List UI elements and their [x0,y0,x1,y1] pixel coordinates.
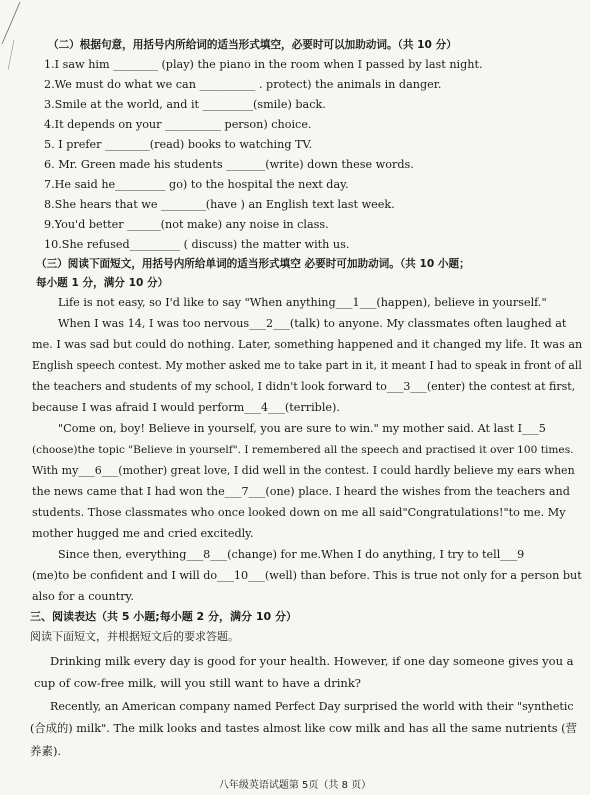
passage-line: because I was afraid I would perform___4___(terrible). [32,401,340,414]
passage-line: mother hugged me and cried excitedly. [32,527,254,540]
passage-line: Life is not easy, so I'd like to say "When anything___1___(happen), believe in yourself." [58,296,547,309]
passage-line: also for a country. [32,590,134,603]
reading-line: Recently, an American company named Perfect Day surprised the world with their "synthetic [50,700,574,713]
passage-line: students. Those classmates who once looked down on me all said"Congratulations!"to me. My [32,506,566,519]
section-2-title: （二）根据句意，用括号内所给词的适当形式填空，必要时可以加助动词。（共 10 分） [48,39,457,51]
reading-line: (合成的) milk". The milk looks and tastes almost like cow milk and has all the same nutrients (营 [30,722,577,735]
page-footer: 八年级英语试题第 5页（共 8 页） [218,780,372,791]
question-line: 6. Mr. Green made his students _______(write) down these words. [44,158,414,171]
question-line: 8.She hears that we ________(have ) an English text last week. [44,198,395,211]
reading-line: cup of cow-free milk, will you still want to have a drink? [34,676,361,690]
part-3-instruction: 阅读下面短文，并根据短文后的要求答题。 [30,630,239,643]
question-line: 9.You'd better ______(not make) any noise in class. [44,218,329,231]
reading-line: Drinking milk every day is good for your health. However, if one day someone gives you a [50,654,574,668]
passage-line: "Come on, boy! Believe in yourself, you are sure to win." my mother said. At last I___5 [58,422,546,435]
passage-line: the teachers and students of my school, I didn't look forward to___3___(enter) the contest at first, [32,380,576,393]
reading-line: 养素). [30,744,62,758]
passage-line: (choose)the topic "Believe in yourself". I remembered all the speech and practised it over 100 times. [32,444,574,456]
question-line: 1.I saw him ________ (play) the piano in the room when I passed by last night. [44,58,483,71]
part-3-title: 三、阅读表达（共 5 小题;每小题 2 分，满分 10 分） [30,610,297,623]
passage-line: the news came that I had won the___7___(one) place. I heard the wishes from the teachers and [32,485,570,498]
question-line: 2.We must do what we can __________ . protect) the animals in danger. [44,78,442,91]
section-3-title: （三）阅读下面短文，用括号内所给单词的适当形式填空 必要时可加助动词。（共 10 小题； [36,258,470,270]
question-line: 4.It depends on your __________ person) choice. [44,118,312,131]
passage-line: Since then, everything___8___(change) for me.When I do anything, I try to tell___9 [58,548,525,561]
section-3-title-cont: 每小题 1 分，满分 10 分） [36,277,169,289]
passage-line: me. I was sad but could do nothing. Later, something happened and it changed my life. It was an [32,338,583,351]
question-line: 10.She refused_________ ( discuss) the matter with us. [44,238,350,251]
question-line: 3.Smile at the world, and it _________(smile) back. [44,98,326,111]
passage-line: With my___6___(mother) great love, I did well in the contest. I could hardly believe my ears when [32,464,575,477]
passage-line: English speech contest. My mother asked me to take part in it, it meant I had to speak in front of all [32,359,582,372]
question-line: 7.He said he_________ go) to the hospital the next day. [44,178,349,191]
question-line: 5. I prefer ________(read) books to watching TV. [44,138,313,151]
passage-line: (me)to be confident and I will do___10___(well) than before. This is true not only for a person but [32,569,582,582]
passage-line: When I was 14, I was too nervous___2___(talk) to anyone. My classmates often laughed at [58,317,567,330]
